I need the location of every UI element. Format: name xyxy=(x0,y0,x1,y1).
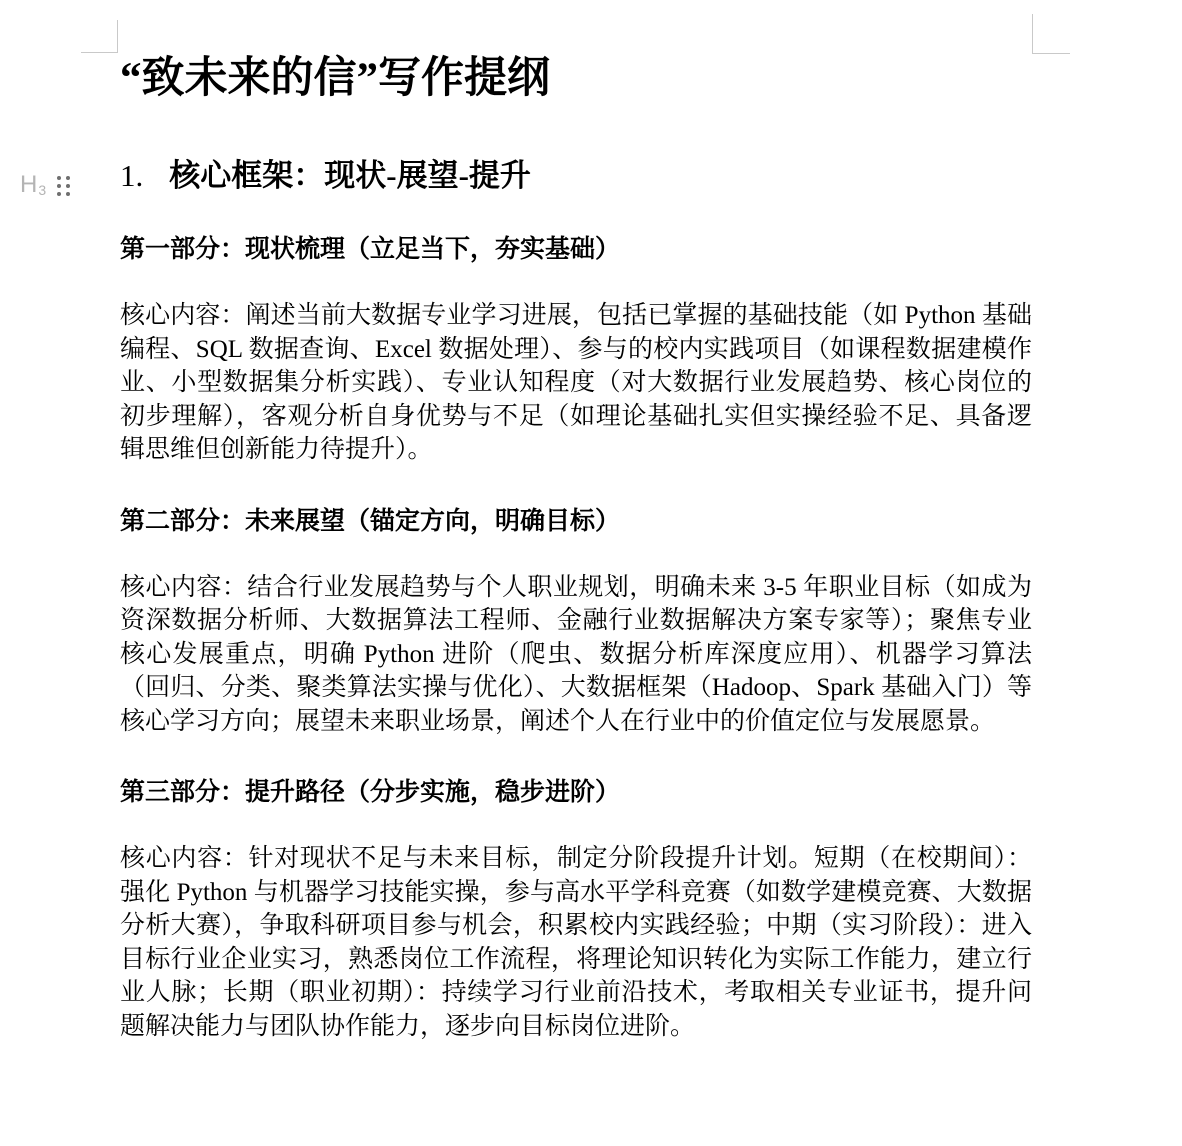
page-margin-crop-mark-right xyxy=(1032,14,1070,54)
document-canvas xyxy=(120,0,1032,1043)
heading-1-list-number: 1. xyxy=(120,158,144,193)
section-3-heading[interactable]: 第三部分：提升路径（分步实施，稳步进阶） xyxy=(120,779,621,806)
heading-1[interactable] xyxy=(120,156,1032,195)
heading-badge-tag: H xyxy=(20,171,38,198)
drag-handle-icon[interactable] xyxy=(55,174,72,198)
heading-level-badge xyxy=(20,173,46,199)
section-2-heading[interactable]: 第二部分：未来展望（锚定方向，明确目标） xyxy=(120,507,621,535)
block-controls xyxy=(20,173,72,199)
document-title[interactable]: “致未来的信”写作提纲 xyxy=(120,55,550,102)
section-3-paragraph[interactable]: 核心内容：针对现状不足与未来目标，制定分阶段提升计划。短期（在校期间）：强化 Python 与机器学习技能实操，参与高水平学科竞赛（如数学建模竞赛、大数据分析大赛），争取科研项目参与机会，积累校内实践经验；中期（实习阶段）：进入目标行业企业实习，熟悉岗位工作流程，将理论知识转化为实际工作能力，建立行业人脉；长期（职业初期）：持续学习行业前沿技术，考取相关专业证书，提升问题解决能力与团队协作能力，逐步向目标岗位进阶。 xyxy=(120,845,1032,1040)
section-2-paragraph[interactable]: 核心内容：结合行业发展趋势与个人职业规划，明确未来 3-5 年职业目标（如成为资深数据分析师、大数据算法工程师、金融行业数据解决方案专家等）；聚焦专业核心发展重点，明确 Python 进阶（爬虫、数据分析库深度应用）、机器学习算法（回归、分类、聚类算法实操与优化）、大数据框架（Hadoop、Spark 基础入门）等核心学习方向；展望未来职业场景，阐述个人在行业中的价值定位与发展愿景。 xyxy=(120,573,1032,735)
heading-1-text: 核心框架：现状-展望-提升 xyxy=(169,158,531,193)
heading-badge-level: 3 xyxy=(38,182,47,198)
section-1-heading[interactable]: 第一部分：现状梳理（立足当下，夯实基础） xyxy=(120,236,621,263)
page-margin-crop-mark-left xyxy=(81,20,118,53)
section-1-paragraph[interactable]: 核心内容：阐述当前大数据专业学习进展，包括已掌握的基础技能（如 Python 基础编程、SQL 数据查询、Excel 数据处理）、参与的校内实践项目（如课程数据建模作业、小型数据集分析实践）、专业认知程度（对大数据行业发展趋势、核心岗位的初步理解），客观分析自身优势与不足（如理论基础扎实但实操经验不足、具备逻辑思维但创新能力待提升）。 xyxy=(120,302,1032,463)
